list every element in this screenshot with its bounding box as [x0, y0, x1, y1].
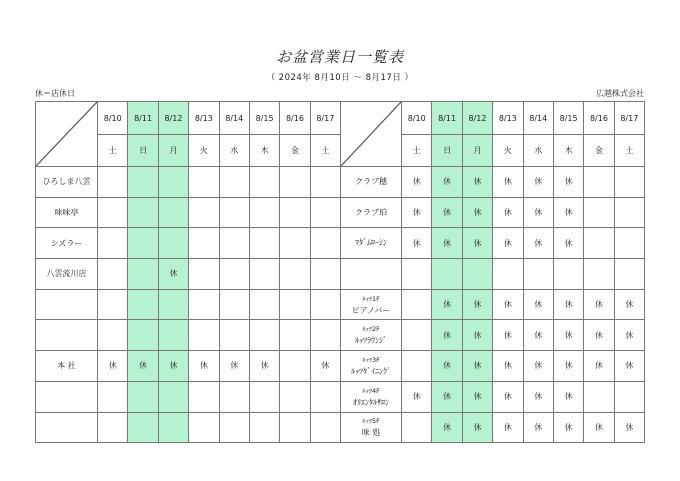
schedule-cell: 休	[462, 289, 492, 320]
store-name: 味味亭	[36, 197, 98, 228]
store-name	[36, 412, 98, 443]
schedule-cell: 休	[553, 320, 583, 351]
schedule-cell	[98, 381, 128, 412]
left-date-cell: 8/13	[189, 102, 219, 135]
schedule-cell	[98, 197, 128, 228]
right-corner-cell	[341, 102, 402, 167]
schedule-cell: 休	[462, 167, 492, 198]
schedule-cell	[219, 228, 249, 259]
left-weekday-cell: 土	[98, 135, 128, 167]
store-name-line1: ﾙｯﾂ2F	[362, 325, 380, 334]
table-row	[36, 351, 341, 382]
left-date-header-row	[36, 102, 341, 135]
schedule-cell	[219, 197, 249, 228]
table-row	[341, 351, 645, 382]
left-corner-cell	[36, 102, 98, 167]
schedule-cell: 休	[402, 197, 432, 228]
schedule-cell	[189, 412, 219, 443]
schedule-cell: 休	[614, 289, 644, 320]
left-date-cell: 8/14	[219, 102, 249, 135]
table-row	[36, 289, 341, 320]
schedule-cell	[98, 289, 128, 320]
right-weekday-cell: 水	[523, 135, 553, 167]
store-name: 本 社	[36, 351, 98, 382]
right-weekday-cell: 木	[553, 135, 583, 167]
schedule-cell: 休	[402, 167, 432, 198]
schedule-cell: 休	[493, 320, 523, 351]
schedule-cell	[219, 167, 249, 198]
table-row	[341, 197, 645, 228]
schedule-cell	[584, 167, 614, 198]
schedule-cell: 休	[462, 320, 492, 351]
store-name	[341, 412, 402, 443]
right-date-cell: 8/10	[402, 102, 432, 135]
left-date-cell: 8/11	[128, 102, 158, 135]
schedule-cell	[584, 381, 614, 412]
right-weekday-cell: 火	[493, 135, 523, 167]
schedule-cell	[310, 228, 340, 259]
schedule-cell	[128, 259, 158, 290]
table-row	[341, 320, 645, 351]
left-weekday-cell: 日	[128, 135, 158, 167]
store-name-line1: クラブ珀	[355, 207, 387, 217]
schedule-cell	[128, 412, 158, 443]
schedule-cell	[98, 412, 128, 443]
schedule-cell	[280, 320, 310, 351]
schedule-cell: 休	[493, 412, 523, 443]
schedule-cell	[402, 351, 432, 382]
left-date-cell: 8/15	[249, 102, 279, 135]
left-weekday-cell: 金	[280, 135, 310, 167]
left-weekday-cell: 水	[219, 135, 249, 167]
store-name: ひろしま八雲	[36, 167, 98, 198]
schedule-cell	[310, 381, 340, 412]
schedule-cell	[189, 228, 219, 259]
schedule-cell	[128, 197, 158, 228]
schedule-cell	[219, 320, 249, 351]
schedule-cell: 休	[553, 381, 583, 412]
table-row	[36, 167, 341, 198]
schedule-cell	[158, 412, 188, 443]
schedule-cell	[614, 228, 644, 259]
schedule-cell: 休	[249, 351, 279, 382]
right-date-cell: 8/15	[553, 102, 583, 135]
schedule-cell	[189, 320, 219, 351]
store-name	[341, 320, 402, 351]
schedule-cell	[189, 167, 219, 198]
schedule-cell	[614, 167, 644, 198]
schedule-cell	[280, 167, 310, 198]
schedule-cell: 休	[553, 351, 583, 382]
schedule-cell: 休	[402, 381, 432, 412]
store-name	[341, 259, 402, 290]
store-name	[36, 381, 98, 412]
left-date-cell: 8/16	[280, 102, 310, 135]
store-name	[341, 197, 402, 228]
store-name-line1: クラブ穂	[355, 176, 387, 186]
schedule-cell: 休	[493, 228, 523, 259]
table-row	[341, 259, 645, 290]
store-name	[341, 167, 402, 198]
schedule-cell: 休	[614, 351, 644, 382]
schedule-cell: 休	[128, 351, 158, 382]
schedule-cell	[219, 412, 249, 443]
right-weekday-cell: 金	[584, 135, 614, 167]
schedule-cell: 休	[432, 289, 462, 320]
right-date-cell: 8/16	[584, 102, 614, 135]
table-row	[341, 412, 645, 443]
schedule-cell	[584, 228, 614, 259]
table-row	[36, 320, 341, 351]
schedule-cell	[98, 259, 128, 290]
table-row	[341, 289, 645, 320]
table-row	[36, 259, 341, 290]
schedule-cell	[553, 259, 583, 290]
schedule-cell	[98, 167, 128, 198]
schedule-cell	[189, 259, 219, 290]
schedule-cell	[128, 228, 158, 259]
schedule-cell	[280, 381, 310, 412]
store-name	[341, 351, 402, 382]
schedule-cell	[310, 259, 340, 290]
schedule-cell	[249, 228, 279, 259]
store-name	[36, 320, 98, 351]
left-date-cell: 8/12	[158, 102, 188, 135]
schedule-cell: 休	[158, 259, 188, 290]
company-name: 広越株式会社	[596, 89, 644, 98]
table-row	[36, 412, 341, 443]
schedule-cell: 休	[432, 412, 462, 443]
schedule-cell	[584, 197, 614, 228]
schedule-cell: 休	[584, 412, 614, 443]
schedule-cell	[219, 381, 249, 412]
schedule-cell	[310, 289, 340, 320]
schedule-cell: 休	[584, 320, 614, 351]
schedule-cell	[523, 259, 553, 290]
schedule-cell: 休	[462, 412, 492, 443]
schedule-cell: 休	[98, 351, 128, 382]
schedule-cell: 休	[158, 351, 188, 382]
schedule-cell	[158, 167, 188, 198]
store-name: 八雲流川店	[36, 259, 98, 290]
schedule-cell: 休	[462, 197, 492, 228]
schedule-cell: 休	[523, 381, 553, 412]
left-weekday-cell: 月	[158, 135, 188, 167]
schedule-cell: 休	[493, 167, 523, 198]
schedule-cell: 休	[553, 197, 583, 228]
schedule-cell	[158, 228, 188, 259]
schedule-cell	[249, 259, 279, 290]
left-schedule-table	[35, 101, 341, 443]
store-name-line2: ｵﾘｴﾝﾀﾙｻﾛﾝ	[353, 397, 389, 407]
schedule-cell: 休	[432, 320, 462, 351]
right-date-cell: 8/17	[614, 102, 644, 135]
schedule-cell	[249, 412, 279, 443]
store-name-line1: ﾙｯﾂ4F	[362, 386, 380, 395]
schedule-cell: 休	[614, 412, 644, 443]
schedule-cell: 休	[493, 381, 523, 412]
schedule-cell	[98, 228, 128, 259]
schedule-cell	[614, 197, 644, 228]
schedule-cell	[402, 412, 432, 443]
schedule-cell: 休	[462, 228, 492, 259]
right-date-cell: 8/12	[462, 102, 492, 135]
schedule-cell: 休	[553, 289, 583, 320]
schedule-cell	[128, 381, 158, 412]
schedule-cell: 休	[523, 351, 553, 382]
schedule-cell: 休	[614, 320, 644, 351]
schedule-cell: 休	[553, 228, 583, 259]
table-row	[341, 228, 645, 259]
schedule-cell: 休	[523, 197, 553, 228]
schedule-cell: 休	[523, 412, 553, 443]
schedule-cell	[249, 381, 279, 412]
page-title: お盆営業日一覧表	[275, 48, 404, 66]
schedule-cell: 休	[189, 351, 219, 382]
schedule-cell: 休	[553, 167, 583, 198]
schedule-cell: 休	[432, 351, 462, 382]
right-weekday-cell: 日	[432, 135, 462, 167]
schedule-cell: 休	[310, 351, 340, 382]
schedule-cell: 休	[523, 289, 553, 320]
schedule-cell: 休	[493, 289, 523, 320]
schedule-cell: 休	[493, 197, 523, 228]
left-weekday-cell: 土	[310, 135, 340, 167]
table-row	[341, 167, 645, 198]
schedule-cell	[310, 167, 340, 198]
right-date-cell: 8/11	[432, 102, 462, 135]
store-name-line1: ﾙｯﾂ5F	[362, 417, 380, 426]
schedule-cell	[614, 259, 644, 290]
table-row	[36, 381, 341, 412]
store-name-line1: ﾏﾀﾞﾑﾛｰｼﾝ	[355, 238, 387, 248]
table-row	[36, 197, 341, 228]
schedule-cell	[402, 289, 432, 320]
left-weekday-cell: 木	[249, 135, 279, 167]
store-name	[341, 289, 402, 320]
schedule-cell	[249, 197, 279, 228]
date-range-subtitle: （ 2024年 8月10日 〜 8月17日 ）	[266, 73, 414, 83]
schedule-cell	[128, 167, 158, 198]
schedule-cell	[249, 167, 279, 198]
schedule-cell: 休	[584, 351, 614, 382]
schedule-cell	[310, 412, 340, 443]
schedule-cell	[249, 289, 279, 320]
schedule-cell	[128, 320, 158, 351]
right-date-header-row	[341, 102, 645, 135]
store-name	[341, 228, 402, 259]
schedule-cell	[280, 228, 310, 259]
schedule-cell	[310, 197, 340, 228]
schedule-cell: 休	[432, 197, 462, 228]
schedule-cell	[280, 197, 310, 228]
schedule-cell	[158, 197, 188, 228]
table-row	[36, 228, 341, 259]
schedule-cell	[219, 289, 249, 320]
left-weekday-cell: 火	[189, 135, 219, 167]
schedule-cell: 休	[523, 167, 553, 198]
schedule-cell: 休	[523, 320, 553, 351]
store-name-line1: ﾙｯﾂ1F	[362, 294, 380, 303]
schedule-cell	[584, 259, 614, 290]
schedule-cell	[402, 320, 432, 351]
schedule-cell: 休	[493, 351, 523, 382]
store-name-line2: 味 処	[361, 428, 381, 438]
schedule-cell: 休	[553, 412, 583, 443]
left-date-cell: 8/10	[98, 102, 128, 135]
schedule-cell: 休	[432, 167, 462, 198]
schedule-cell	[249, 320, 279, 351]
store-name	[341, 381, 402, 412]
table-row	[341, 381, 645, 412]
right-weekday-cell: 土	[402, 135, 432, 167]
schedule-cell	[280, 351, 310, 382]
schedule-cell	[310, 320, 340, 351]
schedule-cell: 休	[523, 228, 553, 259]
schedule-cell	[158, 320, 188, 351]
right-date-cell: 8/14	[523, 102, 553, 135]
schedule-cell	[189, 197, 219, 228]
schedule-cell	[280, 289, 310, 320]
left-date-cell: 8/17	[310, 102, 340, 135]
schedule-cell	[158, 381, 188, 412]
schedule-cell	[493, 259, 523, 290]
schedule-cell	[219, 259, 249, 290]
right-schedule-table	[340, 101, 645, 443]
schedule-cell: 休	[432, 381, 462, 412]
store-name	[36, 289, 98, 320]
schedule-cell	[280, 412, 310, 443]
diagonal-line	[36, 102, 97, 166]
diagonal-line	[341, 102, 401, 166]
legend-note: 休＝店休日	[35, 89, 75, 98]
schedule-cell: 休	[219, 351, 249, 382]
store-name-line2: ﾙｯﾂﾗｳﾝｼﾞ	[355, 336, 387, 346]
right-date-cell: 8/13	[493, 102, 523, 135]
store-name-line2: ﾙｯﾂﾀﾞｲﾆﾝｸﾞ	[351, 366, 391, 376]
schedule-cell	[189, 289, 219, 320]
schedule-cell	[128, 289, 158, 320]
schedule-cell: 休	[462, 351, 492, 382]
store-name: シズラー	[36, 228, 98, 259]
schedule-cell: 休	[402, 228, 432, 259]
right-weekday-cell: 月	[462, 135, 492, 167]
schedule-cell: 休	[432, 228, 462, 259]
schedule-cell	[432, 259, 462, 290]
right-weekday-cell: 土	[614, 135, 644, 167]
schedule-cell	[462, 259, 492, 290]
store-name-line2: ピアノバー	[351, 305, 391, 315]
schedule-cell: 休	[462, 381, 492, 412]
schedule-cell	[280, 259, 310, 290]
schedule-cell	[189, 381, 219, 412]
schedule-cell	[614, 381, 644, 412]
schedule-cell	[98, 320, 128, 351]
store-name-line1: ﾙｯﾂ3F	[362, 355, 380, 364]
schedule-cell: 休	[584, 289, 614, 320]
schedule-cell	[158, 289, 188, 320]
schedule-cell	[402, 259, 432, 290]
